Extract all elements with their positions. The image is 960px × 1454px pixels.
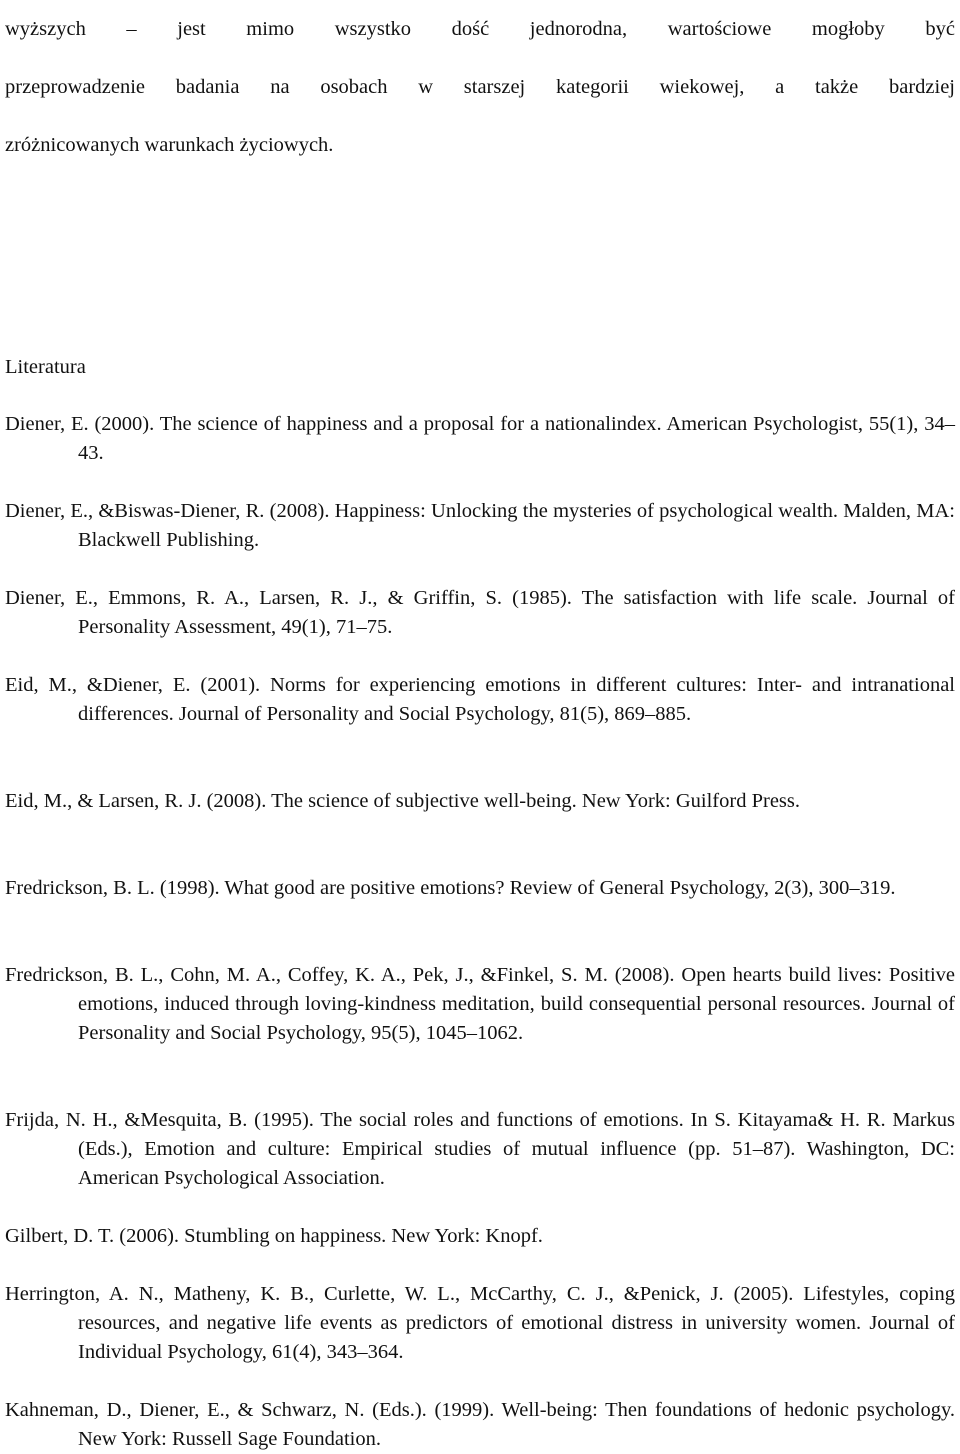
intro-paragraph (5, 0, 955, 174)
reference-item: Gilbert, D. T. (2006). Stumbling on happiness. New York: Knopf. (5, 1225, 543, 1247)
intro-line: przeprowadzenie badania na osobach w starszej kategorii wiekowej, a także bardziej (5, 76, 955, 98)
section-heading: Literatura (5, 356, 86, 378)
reference-item: Diener, E., &Biswas-Diener, R. (2008). Happiness: Unlocking the mysteries of psychological wealth. Malden, MA: Blackwell Publishing. (5, 500, 955, 551)
reference-item: Fredrickson, B. L., Cohn, M. A., Coffey, K. A., Pek, J., &Finkel, S. M. (2008). Open hearts build lives: Positive emotions, induced through loving-kindness meditation, build consequential personal resources. Journal of Personality and Social Psychology, 95(5), 1045–1062. (5, 964, 955, 1044)
reference-item: Fredrickson, B. L. (1998). What good are positive emotions? Review of General Psychology, 2(3), 300–319. (5, 877, 896, 899)
reference-item: Diener, E. (2000). The science of happiness and a proposal for a nationalindex. American Psychologist, 55(1), 34–43. (5, 413, 955, 464)
intro-line: zróżnicowanych warunkach życiowych. (5, 134, 334, 156)
intro-line: wyższych – jest mimo wszystko dość jednorodna, wartościowe mogłoby być (5, 18, 955, 40)
reference-item: Kahneman, D., Diener, E., & Schwarz, N. (Eds.). (1999). Well-being: Then foundations of hedonic psychology. New York: Russell Sage Foundation. (5, 1399, 955, 1450)
reference-item: Diener, E., Emmons, R. A., Larsen, R. J., & Griffin, S. (1985). The satisfaction with life scale. Journal of Personality Assessment, 49(1), 71–75. (5, 587, 955, 638)
reference-item: Eid, M., &Diener, E. (2001). Norms for experiencing emotions in different cultures: Inter- and intranational differences. Journal of Personality and Social Psychology, 81(5), 869–885. (5, 674, 955, 725)
document-page (5, 0, 955, 1450)
reference-item: Eid, M., & Larsen, R. J. (2008). The science of subjective well-being. New York: Guilford Press. (5, 790, 800, 812)
reference-item: Herrington, A. N., Matheny, K. B., Curlette, W. L., McCarthy, C. J., &Penick, J. (2005). Lifestyles, coping resources, and negative life events as predictors of emotional distress in university women. Journal of Individual Psychology, 61(4), 343–364. (5, 1283, 955, 1363)
reference-item: Frijda, N. H., &Mesquita, B. (1995). The social roles and functions of emotions. In S. Kitayama& H. R. Markus (Eds.), Emotion and culture: Empirical studies of mutual influence (pp. 51–87). Washington, DC: American Psychological Association. (5, 1109, 955, 1189)
